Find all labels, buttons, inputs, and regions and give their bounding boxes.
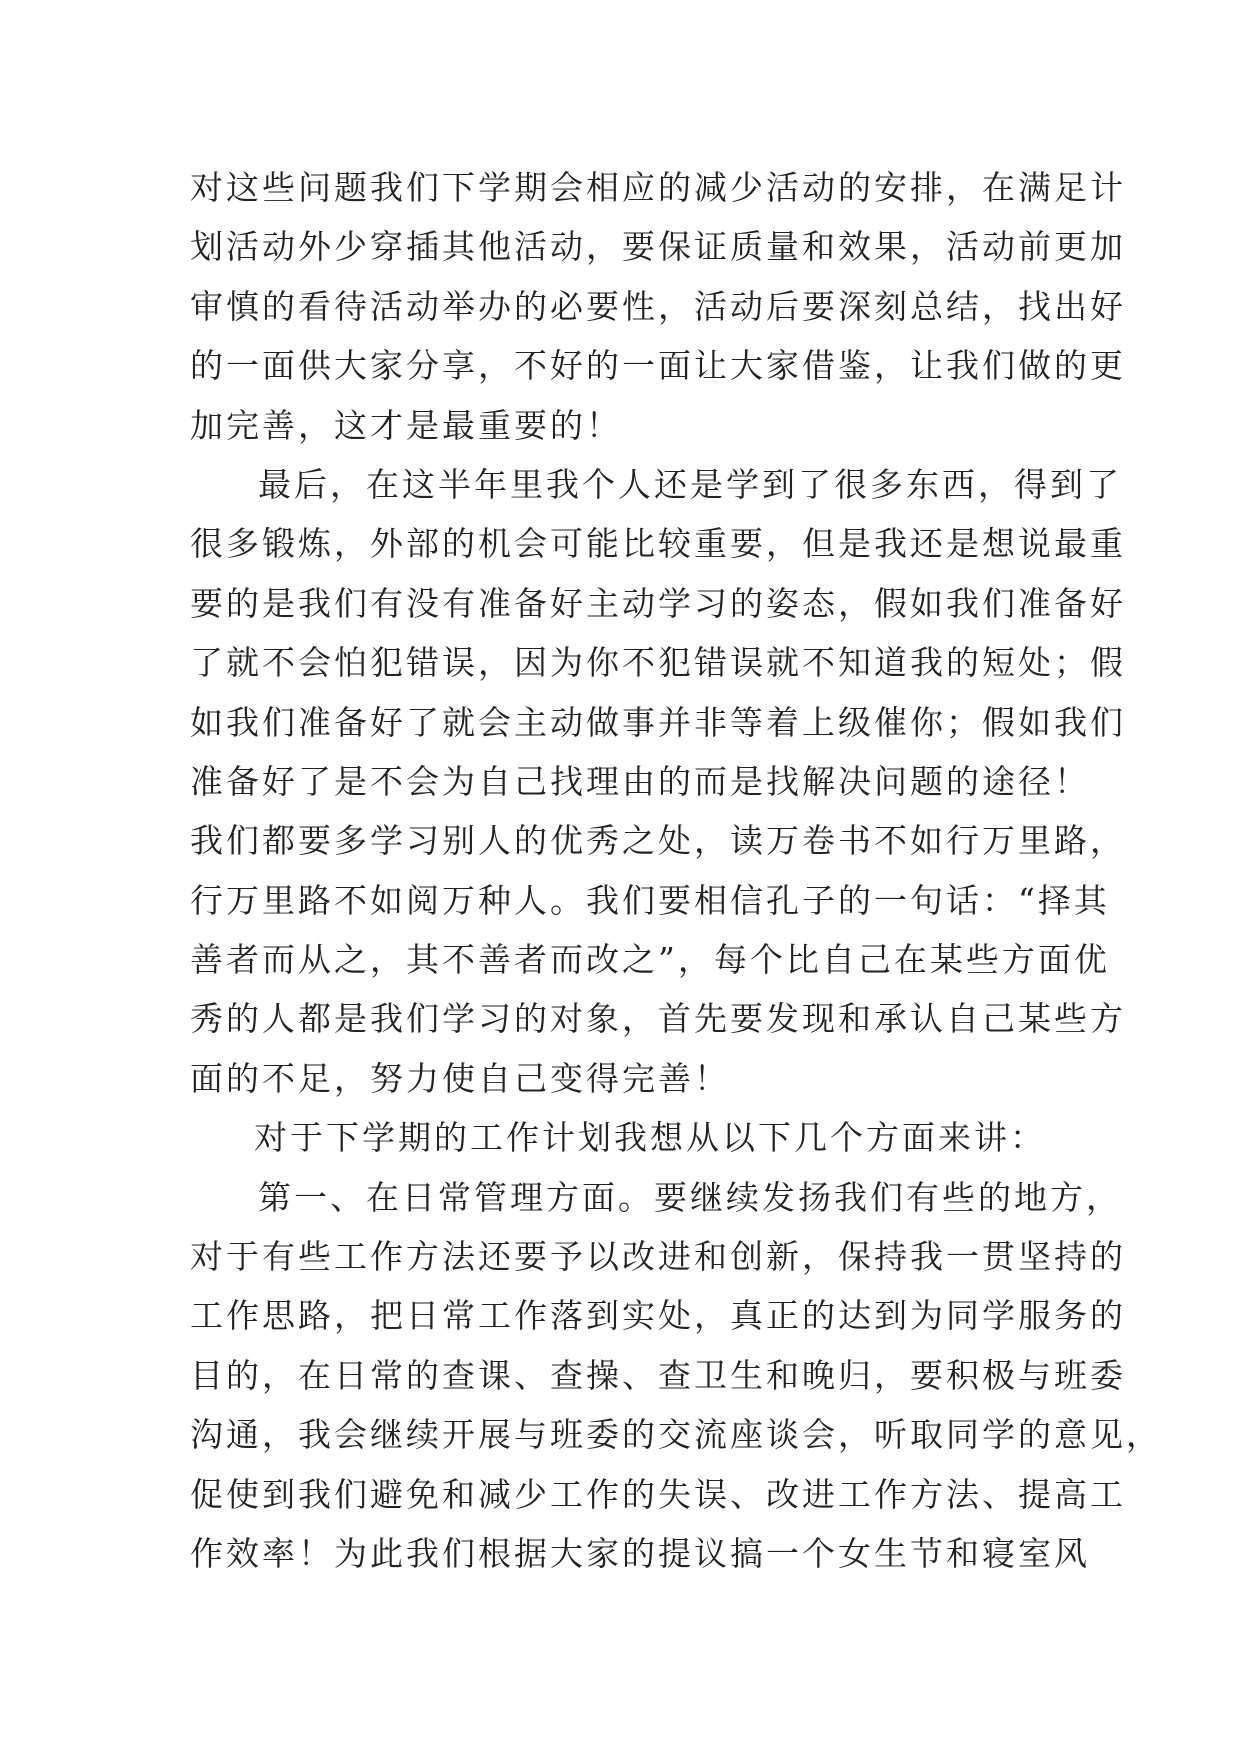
- text-line: 的一面供大家分享，不好的一面让大家借鉴，让我们做的更: [190, 346, 1126, 386]
- text-line: 我们都要多学习别人的优秀之处，读万卷书不如行万里路，: [190, 821, 1126, 861]
- text-line: 行万里路不如阅万种人。我们要相信孔子的一句话：“择其: [190, 880, 1110, 920]
- text-line: 第一、在日常管理方面。要继续发扬我们有些的地方，: [258, 1177, 1122, 1217]
- text-line: 最后，在这半年里我个人还是学到了很多东西，得到了: [258, 464, 1122, 504]
- text-line: 加完善，这才是最重要的！: [190, 405, 622, 445]
- text-line: 秀的人都是我们学习的对象，首先要发现和承认自己某些方: [190, 999, 1126, 1039]
- text-line: 作效率！为此我们根据大家的提议搞一个女生节和寝室风: [190, 1533, 1090, 1573]
- text-line: 很多锻炼，外部的机会可能比较重要，但是我还是想说最重: [190, 524, 1126, 564]
- text-line: 对这些问题我们下学期会相应的减少活动的安排，在满足计: [190, 168, 1126, 207]
- text-line: 要的是我们有没有准备好主动学习的姿态，假如我们准备好: [190, 583, 1126, 623]
- text-line: 准备好了是不会为自己找理由的而是找解决问题的途径！: [190, 761, 1090, 801]
- text-line: 划活动外少穿插其他活动，要保证质量和效果，活动前更加: [190, 227, 1126, 267]
- text-line: 面的不足，努力使自己变得完善！: [190, 1058, 730, 1098]
- text-line: 了就不会怕犯错误，因为你不犯错误就不知道我的短处；假: [190, 643, 1126, 683]
- text-line: 如我们准备好了就会主动做事并非等着上级催你；假如我们: [190, 702, 1126, 742]
- text-line: 善者而从之，其不善者而改之”，每个比自己在某些方面优: [190, 940, 1110, 980]
- text-line: 对于下学期的工作计划我想从以下几个方面来讲：: [254, 1118, 1046, 1158]
- text-line: 促使到我们避免和减少工作的失误、改进工作方法、提高工: [190, 1474, 1126, 1514]
- text-line: 沟通，我会继续开展与班委的交流座谈会，听取同学的意见，: [190, 1415, 1162, 1455]
- text-line: 审慎的看待活动举办的必要性，活动后要深刻总结，找出好: [190, 286, 1126, 326]
- body-text: [190, 158, 1162, 1583]
- text-line: 工作思路，把日常工作落到实处，真正的达到为同学服务的: [190, 1296, 1126, 1336]
- text-line: 对于有些工作方法还要予以改进和创新，保持我一贯坚持的: [190, 1237, 1126, 1277]
- text-line: 目的，在日常的查课、查操、查卫生和晚归，要积极与班委: [190, 1355, 1126, 1395]
